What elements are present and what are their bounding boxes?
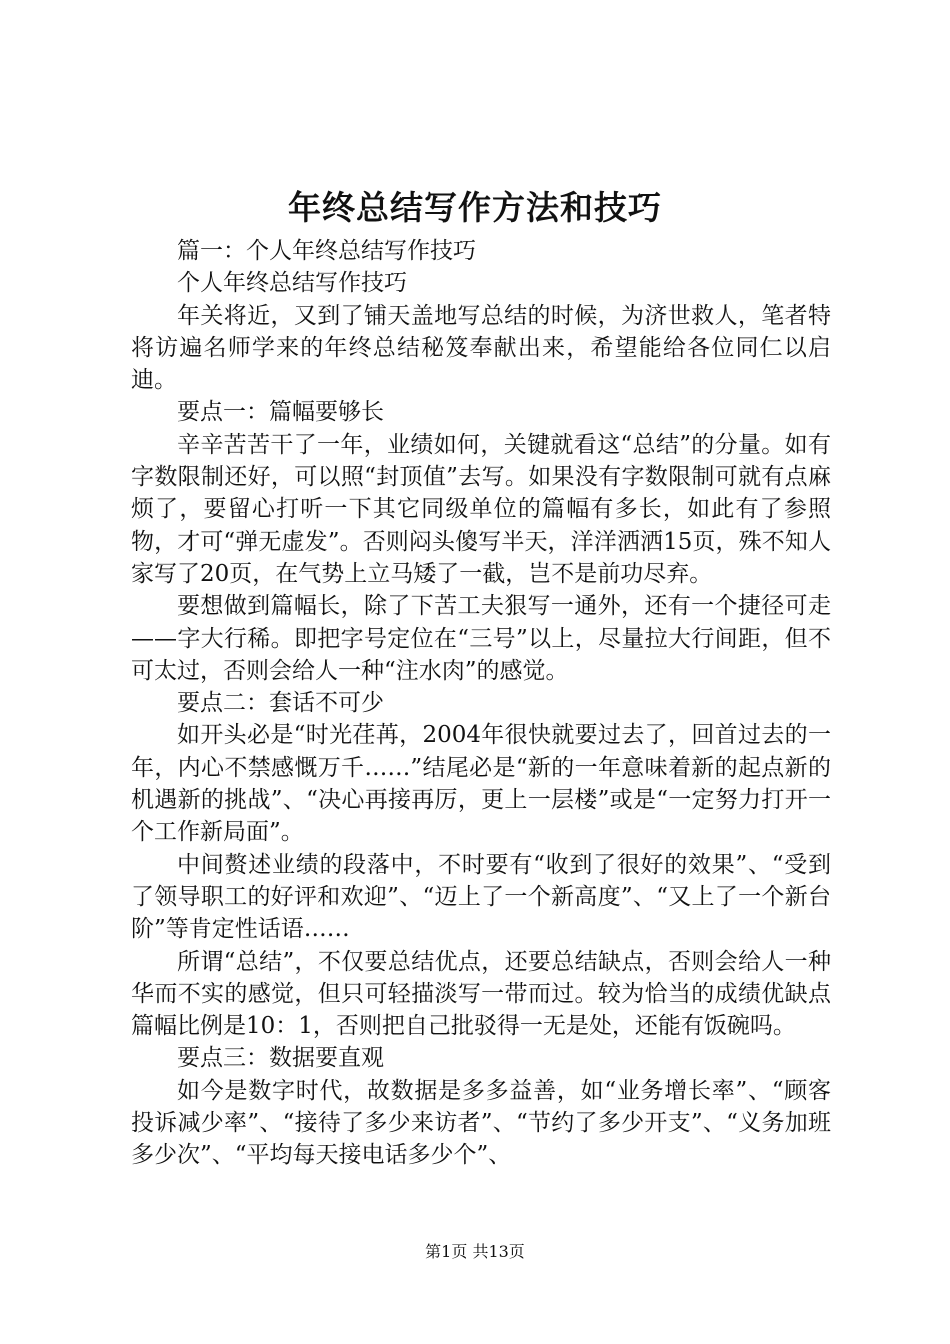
- subtitle: 个人年终总结写作技巧: [177, 270, 407, 297]
- document-title: 年终总结写作方法和技巧: [288, 188, 662, 227]
- paragraph: 要想做到篇幅长，除了下苦工夫狠写一通外，还有一个捷径可走——字大行稀。即把字号定位在“三号”以上，尽量拉大行间距，但不可太过，否则会给人一种“注水肉”的感觉。: [131, 593, 831, 684]
- paragraph: 年关将近，又到了铺天盖地写总结的时候，为济世救人，笔者特将访遍名师学来的年终总结秘笈奉献出来，希望能给各位同仁以启迪。: [131, 302, 831, 394]
- paragraph: 辛辛苦苦干了一年，业绩如何，关键就看这“总结”的分量。如有字数限制还好，可以照“封顶值”去写。如果没有字数限制可就有点麻烦了，要留心打听一下其它同级单位的篇幅有多长，如此有了参照物，才可“弹无虚发”。否则闷头傻写半天，洋洋洒洒15页，殊不知人家写了20页，在气势上立马矮了一截，岂不是前功尽弃。: [131, 431, 831, 587]
- paragraph: 如今是数字时代，故数据是多多益善，如“业务增长率”、“顾客投诉减少率”、“接待了多少来访者”、“节约了多少开支”、“义务加班多少次”、“平均每天接电话多少个”、: [131, 1077, 831, 1169]
- paragraph: 如开头必是“时光荏苒，2004年很快就要过去了，回首过去的一年，内心不禁感慨万千……”结尾必是“新的一年意味着新的起点新的机遇新的挑战”、“决心再接再厉，更上一层楼”或是“一定努力打开一个工作新局面”。: [131, 722, 831, 846]
- point-heading: 要点二：套话不可少: [177, 690, 384, 717]
- point-heading: 要点一：篇幅要够长: [177, 399, 384, 426]
- point-heading: 要点三：数据要直观: [177, 1045, 384, 1072]
- section-heading: 篇一：个人年终总结写作技巧: [177, 238, 476, 264]
- document-body: [131, 235, 831, 1172]
- paragraph: 中间赘述业绩的段落中，不时要有“收到了很好的效果”、“受到了领导职工的好评和欢迎”、“迈上了一个新高度”、“又上了一个新台阶”等肯定性话语……: [131, 851, 831, 943]
- page-footer: 第1页 共13页: [425, 1242, 525, 1261]
- paragraph: 所谓“总结”，不仅要总结优点，还要总结缺点，否则会给人一种华而不实的感觉，但只可轻描淡写一带而过。较为恰当的成绩优缺点篇幅比例是10：1，否则把自己批驳得一无是处，还能有饭碗吗。: [131, 948, 831, 1040]
